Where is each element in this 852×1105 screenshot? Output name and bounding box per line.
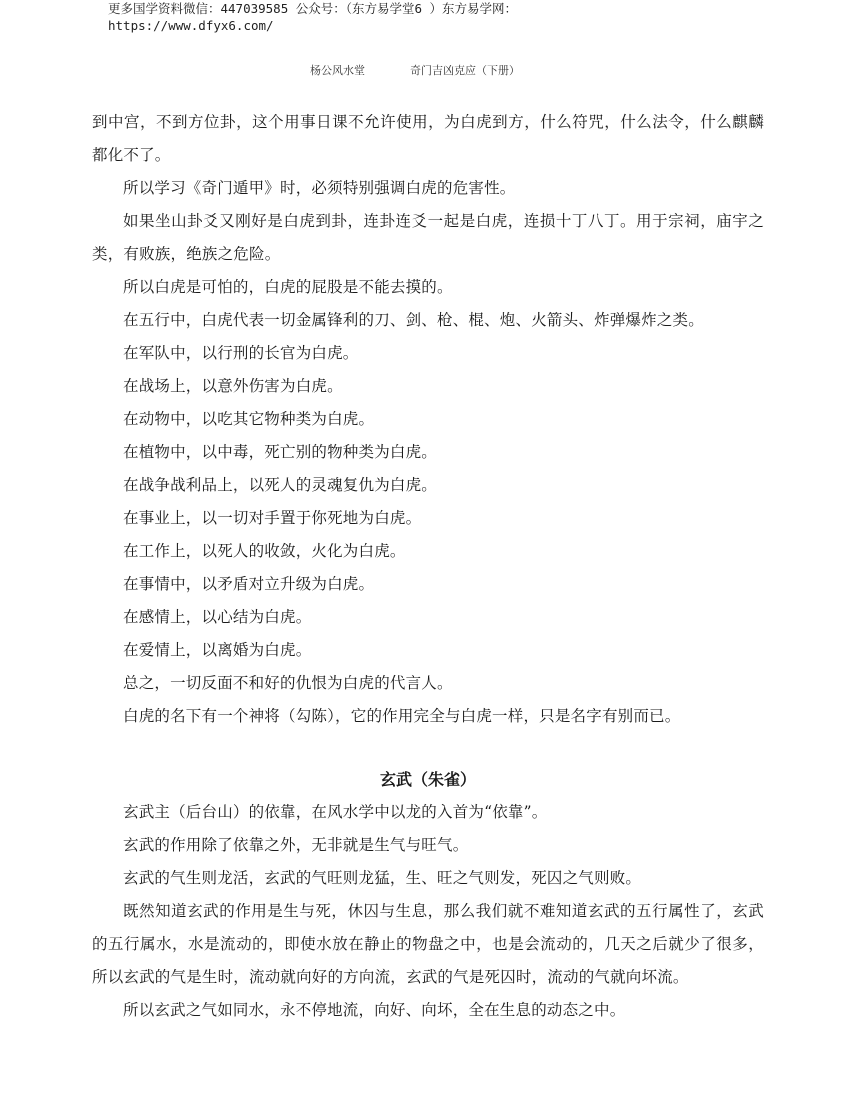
paragraph: 在工作上，以死人的收敛，火化为白虎。	[123, 542, 406, 560]
watermark-line-2: https://www.dfyx6.com/	[108, 18, 274, 33]
paragraph: 如果坐山卦爻又刚好是白虎到卦，连卦连爻一起是白虎，连损十丁八丁。用于宗祠，庙宇之类，有败族，绝族之危险。	[92, 212, 764, 263]
paragraph: 在事业上，以一切对手置于你死地为白虎。	[123, 509, 422, 527]
paragraph: 既然知道玄武的作用是生与死，休囚与生息，那么我们就不难知道玄武的五行属性了，玄武的五行属水，水是流动的，即使水放在静止的物盘之中，也是会流动的，几天之后就少了很多，所以玄武的气是生时，流动就向好的方向流，玄武的气是死囚时，流动的气就向坏流。	[92, 902, 764, 986]
paragraph: 在爱情上，以离婚为白虎。	[123, 641, 312, 659]
paragraph: 在事情中，以矛盾对立升级为白虎。	[123, 575, 375, 593]
paragraph: 到中宫，不到方位卦，这个用事日课不允许使用，为白虎到方，什么符咒，什么法令，什么麒麟都化不了。	[92, 113, 764, 164]
running-head-author: 杨公风水堂	[310, 64, 365, 77]
paragraph: 在战争战利品上，以死人的灵魂复仇为白虎。	[123, 476, 438, 494]
watermark-line-1: 更多国学资料微信：447039585 公众号：（东方易学堂6 ）东方易学网：	[108, 1, 518, 16]
paragraph: 玄武的作用除了依靠之外，无非就是生气与旺气。	[123, 836, 469, 854]
paragraph: 所以玄武之气如同水，永不停地流，向好、向坏，全在生息的动态之中。	[123, 1001, 626, 1019]
paragraph: 所以白虎是可怕的，白虎的屁股是不能去摸的。	[123, 278, 453, 296]
paragraph: 在动物中，以吃其它物种类为白虎。	[123, 410, 375, 428]
paragraph: 在植物中，以中毒，死亡别的物种类为白虎。	[123, 443, 438, 461]
paragraph: 在军队中，以行刑的长官为白虎。	[123, 344, 359, 362]
paragraph: 在五行中，白虎代表一切金属锋利的刀、剑、枪、棍、炮、火箭头、炸弹爆炸之类。	[123, 311, 704, 329]
paragraph: 玄武主（后台山）的依靠，在风水学中以龙的入首为“依靠”。	[123, 803, 548, 821]
page-body	[92, 106, 764, 1027]
watermark	[108, 0, 517, 34]
paragraph: 在感情上，以心结为白虎。	[123, 608, 312, 626]
paragraph: 白虎的名下有一个神将（勾陈），它的作用完全与白虎一样，只是名字有别而已。	[123, 707, 681, 725]
paragraph: 总之，一切反面不和好的仇恨为白虎的代言人。	[123, 674, 453, 692]
paragraph: 玄武的气生则龙活，玄武的气旺则龙猛，生、旺之气则发，死囚之气则败。	[123, 869, 642, 887]
section-title: 玄武（朱雀）	[379, 770, 476, 789]
paragraph: 在战场上，以意外伤害为白虎。	[123, 377, 343, 395]
running-head-book-title: 奇门吉凶克应（下册）	[410, 64, 520, 77]
paragraph: 所以学习《奇门遁甲》时，必须特别强调白虎的危害性。	[123, 179, 516, 197]
